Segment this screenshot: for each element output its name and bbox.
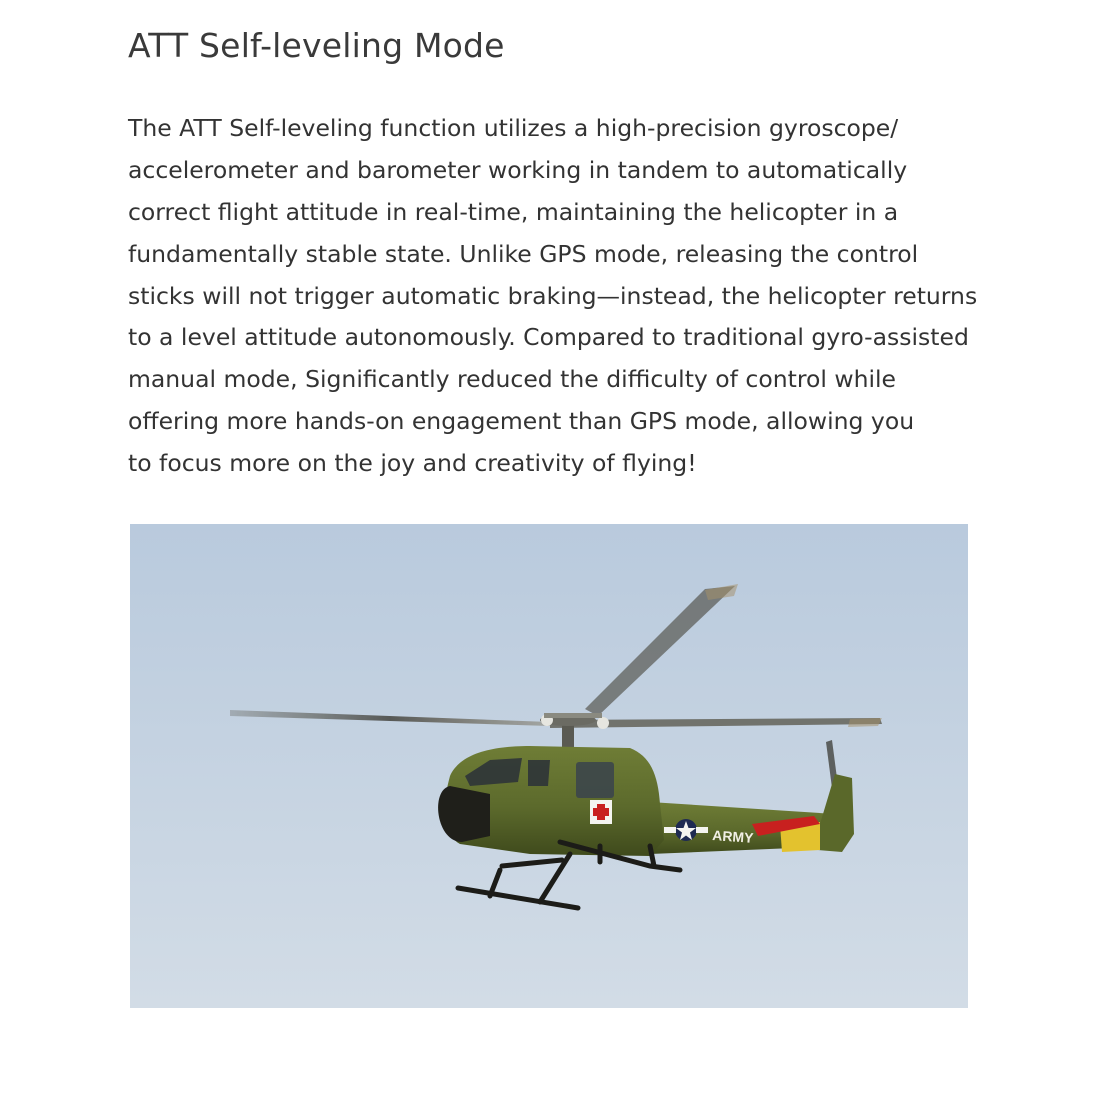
helicopter-photo bbox=[130, 524, 968, 1008]
paragraph-line: The ATT Self-leveling function utilizes a high-precision gyroscope/ bbox=[128, 114, 899, 142]
medical-cross-icon bbox=[590, 800, 612, 824]
paragraph-line: to focus more on the joy and creativity of flying! bbox=[128, 449, 697, 478]
page-title: ATT Self-leveling Mode bbox=[128, 26, 505, 65]
paragraph-line: accelerometer and barometer working in tandem to automatically bbox=[128, 155, 908, 184]
paragraph-line: fundamentally stable state. Unlike GPS mode, releasing the control bbox=[128, 239, 919, 268]
description-paragraph bbox=[128, 108, 1018, 485]
paragraph-line: sticks will not trigger automatic braking—instead, the helicopter returns bbox=[128, 281, 978, 310]
paragraph-line: manual mode, Significantly reduced the difficulty of control while bbox=[128, 365, 896, 394]
paragraph-line: offering more hands-on engagement than GPS mode, allowing you bbox=[128, 407, 915, 436]
cabin-window bbox=[576, 762, 614, 798]
helicopter-illustration bbox=[130, 524, 968, 1008]
paragraph-line: to a level attitude autonomously. Compared to traditional gyro-assisted bbox=[128, 323, 969, 352]
army-marking: ARMY bbox=[711, 827, 755, 846]
paragraph-line: correct flight attitude in real-time, maintaining the helicopter in a bbox=[128, 197, 899, 226]
